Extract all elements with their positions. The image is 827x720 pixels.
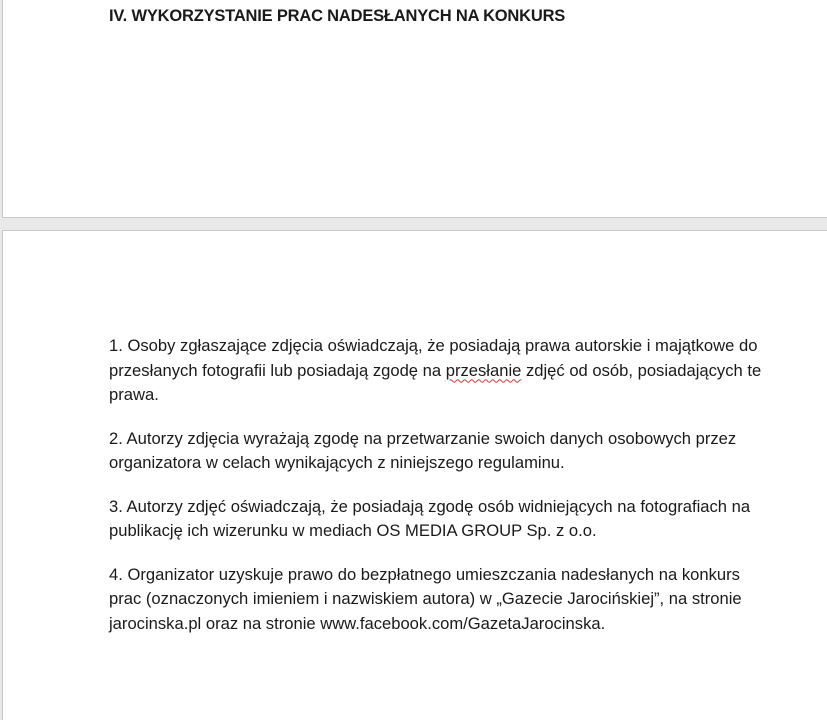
section-heading: IV. WYKORZYSTANIE PRAC NADESŁANYCH NA KONKURS [109, 7, 566, 25]
list-item [109, 334, 769, 408]
item-text-start: 1. Osoby zgłaszające zdjęcia oświadczają, że posiadają prawa autorskie i majątkowe do przesłanych fotografii lub posiadają zgodę na [109, 336, 758, 380]
regulation-list [109, 334, 769, 655]
page-top [2, 0, 827, 218]
list-item: 2. Autorzy zdjęcia wyrażają zgodę na przetwarzanie swoich danych osobowych przez organizatora w celach wynikających z niniejszego regulaminu. [109, 428, 737, 472]
page-bottom [2, 230, 827, 720]
spellcheck-flagged-word[interactable]: przesłanie [445, 360, 522, 380]
item-text-end: zdjęć od osób, posiadających te prawa. [109, 360, 762, 404]
list-item: 4. Organizator uzyskuje prawo do bezpłatnego umieszczania nadesłanych na konkurs prac (oznaczonych imieniem i nazwiskiem autora) w „Gazecie Jarocińskiej”, na stronie jarocinska.pl oraz na stronie www.facebook.com/GazetaJarocinska. [109, 564, 742, 633]
list-item: 3. Autorzy zdjęć oświadczają, że posiadają zgodę osób widniejących na fotografiach na publikację ich wizerunku w mediach OS MEDIA GROUP Sp. z o.o. [109, 496, 751, 540]
